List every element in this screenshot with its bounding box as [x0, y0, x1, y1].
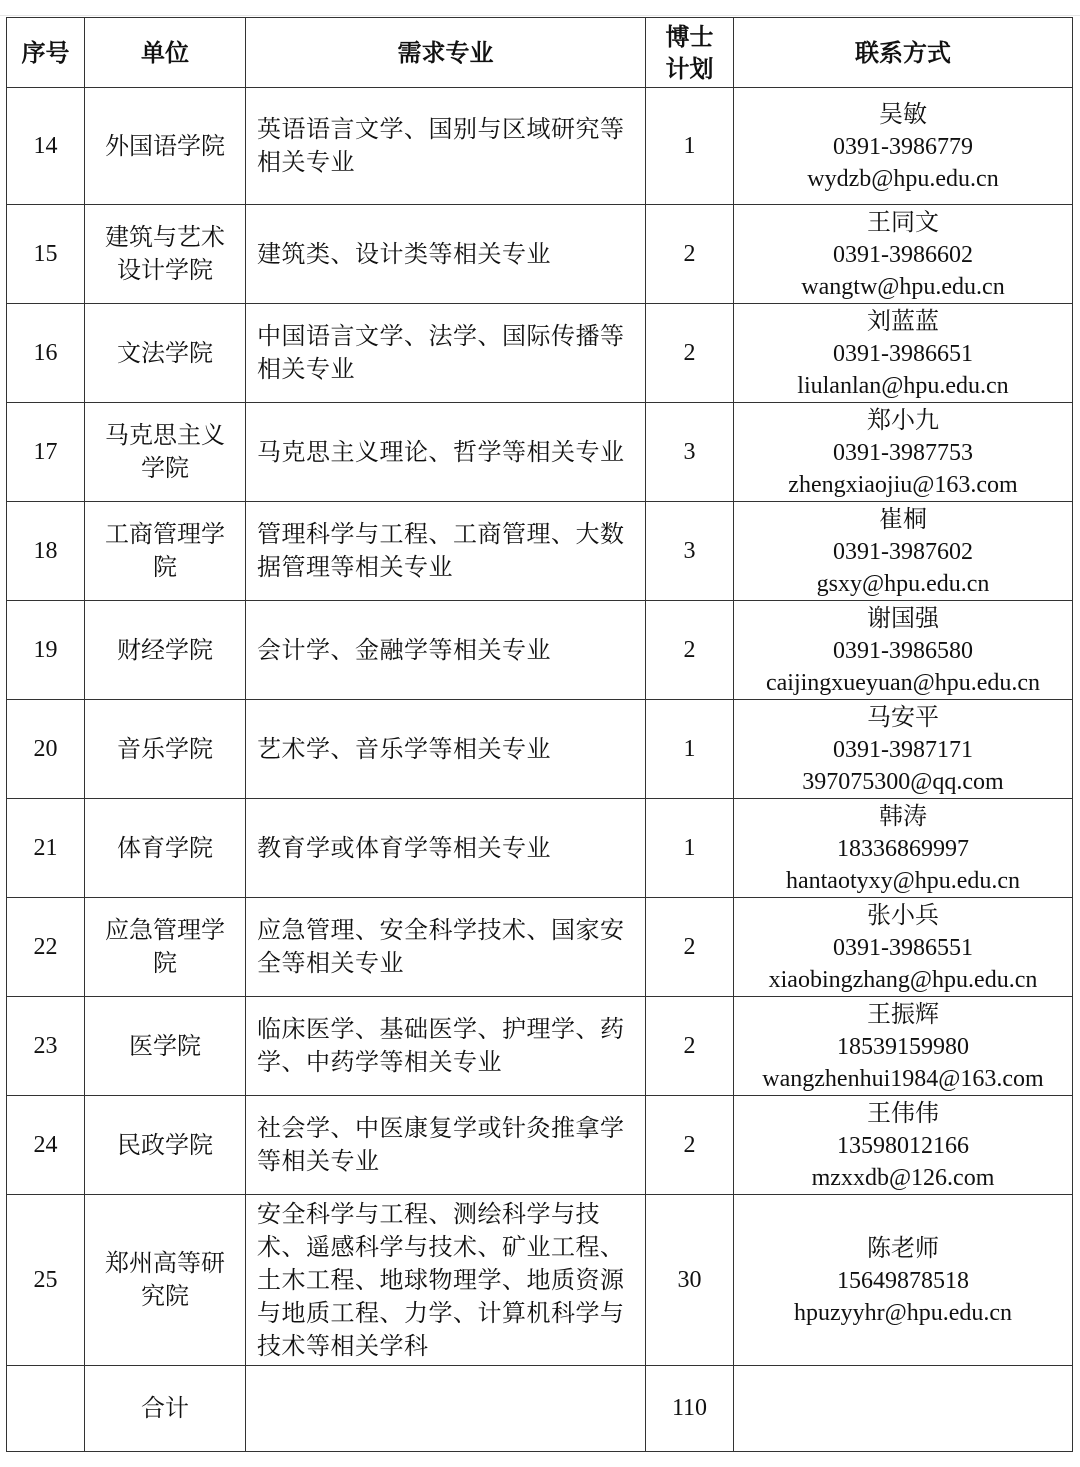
row-unit: 建筑与艺术设计学院 [85, 205, 246, 304]
row-contact [734, 304, 1073, 403]
row-plan: 3 [646, 403, 734, 502]
row-major: 中国语言文学、法学、国际传播等相关专业 [246, 304, 646, 403]
table-row [7, 799, 1073, 898]
row-major: 管理科学与工程、工商管理、大数据管理等相关专业 [246, 502, 646, 601]
row-contact [734, 601, 1073, 700]
total-major [246, 1366, 646, 1452]
header-unit: 单位 [85, 18, 246, 88]
row-contact [734, 997, 1073, 1096]
contact-email[interactable]: hantaotyxy@hpu.edu.cn [785, 868, 1021, 894]
table-row [7, 1195, 1073, 1366]
row-contact [734, 88, 1073, 205]
page-top-divider [0, 15, 1080, 16]
table-row [7, 1096, 1073, 1195]
row-unit: 财经学院 [85, 601, 246, 700]
contact-phone: 13598012166 [837, 1133, 969, 1159]
row-unit: 医学院 [85, 997, 246, 1096]
contact-email[interactable]: mzxxdb@126.com [811, 1165, 995, 1191]
table-header-row [7, 18, 1073, 88]
contact-name: 马安平 [867, 703, 939, 731]
table-row [7, 502, 1073, 601]
contact-email[interactable]: hpuzyyhr@hpu.edu.cn [793, 1300, 1013, 1326]
contact-name: 王伟伟 [867, 1099, 939, 1127]
contact-phone: 18539159980 [837, 1034, 969, 1060]
total-plan: 110 [646, 1366, 734, 1452]
row-plan: 30 [646, 1195, 734, 1366]
table-row [7, 304, 1073, 403]
row-plan: 2 [646, 304, 734, 403]
table-row [7, 700, 1073, 799]
contact-name: 吴敏 [879, 100, 927, 128]
row-seq: 19 [7, 601, 85, 700]
row-seq: 18 [7, 502, 85, 601]
row-major: 建筑类、设计类等相关专业 [246, 205, 646, 304]
recruitment-table [6, 17, 1073, 1452]
contact-name: 谢国强 [867, 604, 939, 632]
row-contact [734, 1096, 1073, 1195]
contact-name: 王同文 [867, 208, 939, 236]
contact-email[interactable]: xiaobingzhang@hpu.edu.cn [768, 967, 1038, 993]
contact-name: 刘蓝蓝 [867, 307, 939, 335]
row-seq: 15 [7, 205, 85, 304]
row-unit: 文法学院 [85, 304, 246, 403]
row-plan: 2 [646, 898, 734, 997]
table-row [7, 898, 1073, 997]
row-contact [734, 403, 1073, 502]
contact-phone: 0391-3987171 [833, 737, 973, 763]
row-major: 教育学或体育学等相关专业 [246, 799, 646, 898]
row-seq: 20 [7, 700, 85, 799]
row-seq: 22 [7, 898, 85, 997]
row-major: 安全科学与工程、测绘科学与技术、遥感科学与技术、矿业工程、土木工程、地球物理学、地质资源与地质工程、力学、计算机科学与技术等相关学科 [246, 1195, 646, 1366]
contact-name: 陈老师 [867, 1234, 939, 1262]
row-contact [734, 799, 1073, 898]
row-seq: 21 [7, 799, 85, 898]
row-major: 临床医学、基础医学、护理学、药学、中药学等相关专业 [246, 997, 646, 1096]
row-seq: 25 [7, 1195, 85, 1366]
row-plan: 2 [646, 997, 734, 1096]
contact-name: 张小兵 [867, 901, 939, 929]
row-major: 应急管理、安全科学技术、国家安全等相关专业 [246, 898, 646, 997]
contact-phone: 15649878518 [837, 1268, 969, 1294]
total-contact [734, 1366, 1073, 1452]
contact-phone: 18336869997 [837, 836, 969, 862]
header-seq: 序号 [7, 18, 85, 88]
table-row [7, 601, 1073, 700]
contact-email[interactable]: gsxy@hpu.edu.cn [816, 571, 990, 597]
row-seq: 16 [7, 304, 85, 403]
header-plan-line2: 计划 [665, 54, 714, 83]
row-plan: 1 [646, 700, 734, 799]
row-major: 英语语言文学、国别与区域研究等相关专业 [246, 88, 646, 205]
contact-email[interactable]: zhengxiaojiu@163.com [788, 472, 1018, 498]
contact-name: 韩涛 [879, 802, 927, 830]
total-seq [7, 1366, 85, 1452]
row-unit: 外国语学院 [85, 88, 246, 205]
row-major: 社会学、中医康复学或针灸推拿学等相关专业 [246, 1096, 646, 1195]
row-contact [734, 205, 1073, 304]
contact-phone: 0391-3987753 [833, 440, 973, 466]
row-plan: 2 [646, 1096, 734, 1195]
row-seq: 23 [7, 997, 85, 1096]
row-major: 会计学、金融学等相关专业 [246, 601, 646, 700]
row-plan: 3 [646, 502, 734, 601]
header-plan [646, 18, 734, 88]
table-row [7, 205, 1073, 304]
table-row [7, 403, 1073, 502]
row-plan: 1 [646, 799, 734, 898]
contact-phone: 0391-3986551 [833, 935, 973, 961]
row-major: 艺术学、音乐学等相关专业 [246, 700, 646, 799]
row-unit: 民政学院 [85, 1096, 246, 1195]
header-major: 需求专业 [246, 18, 646, 88]
table-row [7, 88, 1073, 205]
row-seq: 24 [7, 1096, 85, 1195]
contact-phone: 0391-3986779 [833, 134, 973, 160]
table-row [7, 997, 1073, 1096]
contact-email[interactable]: caijingxueyuan@hpu.edu.cn [765, 670, 1041, 696]
row-plan: 1 [646, 88, 734, 205]
contact-name: 崔桐 [879, 505, 927, 533]
header-plan-line1: 博士 [665, 22, 714, 51]
row-seq: 14 [7, 88, 85, 205]
total-row [7, 1366, 1073, 1452]
contact-name: 王振辉 [867, 1000, 939, 1028]
row-contact [734, 1195, 1073, 1366]
contact-phone: 0391-3987602 [833, 539, 973, 565]
row-unit: 工商管理学院 [85, 502, 246, 601]
row-plan: 2 [646, 205, 734, 304]
contact-email[interactable]: wydzb@hpu.edu.cn [807, 166, 999, 192]
row-unit: 音乐学院 [85, 700, 246, 799]
row-unit: 马克思主义学院 [85, 403, 246, 502]
row-unit: 郑州高等研究院 [85, 1195, 246, 1366]
table-body [7, 88, 1073, 1452]
contact-name: 郑小九 [867, 406, 939, 434]
contact-phone: 0391-3986580 [833, 638, 973, 664]
row-unit: 体育学院 [85, 799, 246, 898]
header-contact: 联系方式 [734, 18, 1073, 88]
row-contact [734, 700, 1073, 799]
contact-email[interactable]: liulanlan@hpu.edu.cn [797, 373, 1009, 399]
row-major: 马克思主义理论、哲学等相关专业 [246, 403, 646, 502]
row-unit: 应急管理学院 [85, 898, 246, 997]
contact-email[interactable]: wangzhenhui1984@163.com [762, 1066, 1044, 1092]
contact-phone: 0391-3986651 [833, 341, 973, 367]
total-label: 合计 [85, 1366, 246, 1452]
contact-email[interactable]: wangtw@hpu.edu.cn [801, 274, 1005, 300]
contact-phone: 0391-3986602 [833, 242, 973, 268]
row-plan: 2 [646, 601, 734, 700]
row-contact [734, 502, 1073, 601]
row-seq: 17 [7, 403, 85, 502]
contact-email[interactable]: 397075300@qq.com [802, 769, 1004, 795]
row-contact [734, 898, 1073, 997]
